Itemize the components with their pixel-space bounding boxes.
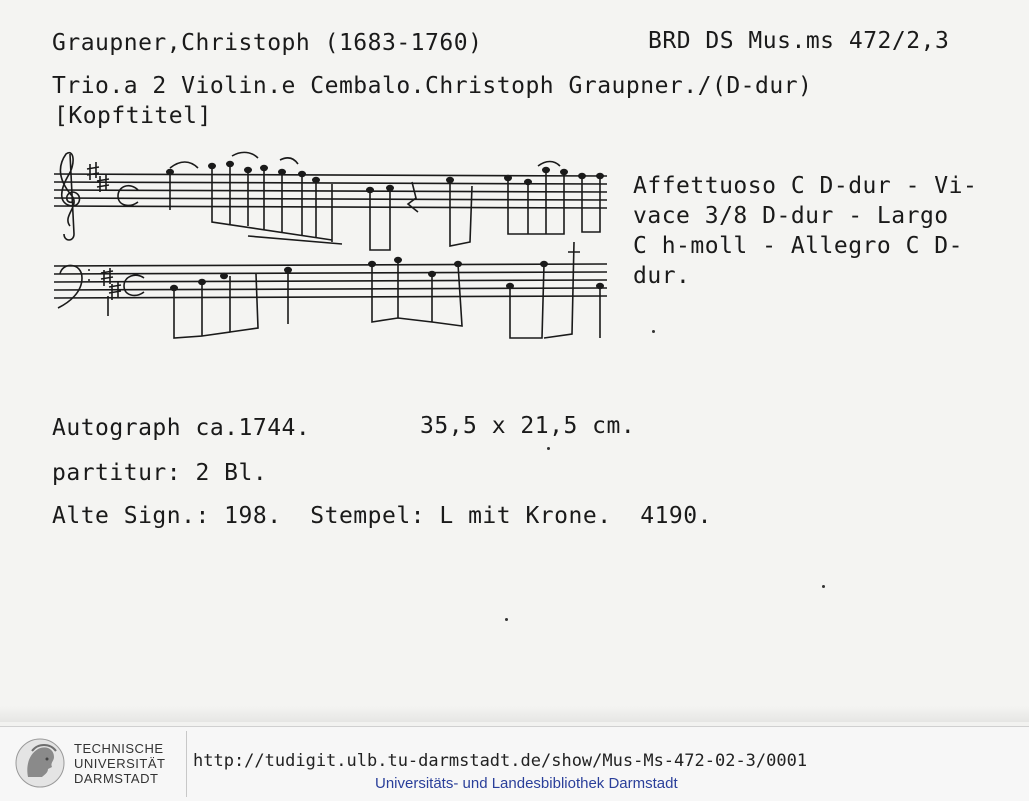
university-name-line: DARMSTADT [74, 771, 159, 786]
autograph-date: Autograph ca.1744. [52, 415, 311, 441]
library-name[interactable]: Universitäts- und Landesbibliothek Darmstadt [375, 775, 678, 792]
shelfmark: BRD DS Mus.ms 472/2,3 [648, 28, 950, 54]
score-pages: partitur: 2 Bl. [52, 460, 268, 486]
athena-head-logo-icon [14, 737, 66, 789]
university-name [74, 741, 165, 786]
paper-speck [505, 618, 508, 621]
paper-speck [822, 585, 825, 588]
tempo-list [633, 171, 1023, 291]
tempo-line: Affettuoso C D-dur - Vi- [633, 173, 978, 199]
music-incipit-image [52, 146, 612, 346]
university-name-line: TECHNISCHE [74, 741, 164, 756]
tempo-line: dur. [633, 263, 691, 289]
footer-divider [186, 731, 187, 797]
paper-speck [547, 447, 550, 450]
tempo-line: C h-moll - Allegro C D- [633, 233, 963, 259]
university-name-line: UNIVERSITÄT [74, 756, 166, 771]
footer-bar [0, 726, 1029, 801]
tempo-line: vace 3/8 D-dur - Largo [633, 203, 949, 229]
title-note: [Kopftitel] [54, 103, 212, 129]
dimensions: 35,5 x 21,5 cm. [420, 413, 636, 439]
old-signature: Alte Sign.: 198. Stempel: L mit Krone. 4190. [52, 503, 712, 529]
paper-speck [652, 330, 655, 333]
composer-heading: Graupner,Christoph (1683-1760) [52, 30, 483, 56]
card-bottom-edge [0, 706, 1029, 722]
permalink-url[interactable]: http://tudigit.ulb.tu-darmstadt.de/show/Mus-Ms-472-02-3/0001 [193, 751, 808, 771]
work-title: Trio.a 2 Violin.e Cembalo.Christoph Graupner./(D-dur) [52, 73, 813, 99]
